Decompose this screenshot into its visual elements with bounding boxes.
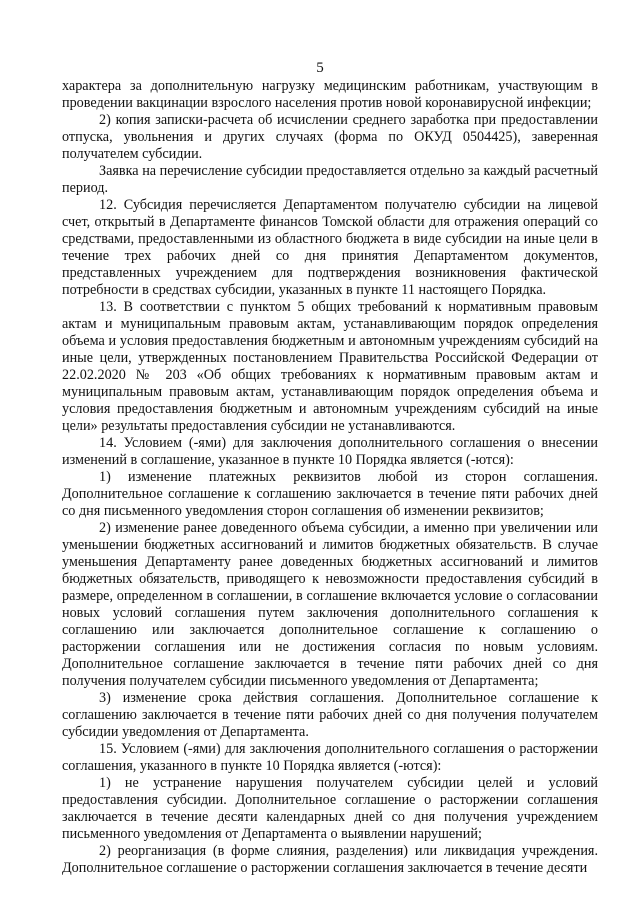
paragraph-14-item-3: 3) изменение срока действия соглашения. Дополнительное соглашение к соглашению заключается в течение пяти рабочих дней со дня получения получателем субсидии уведомления от Департамента.: [62, 690, 598, 740]
paragraph-15-item-2: 2) реорганизация (в форме слияния, разделения) или ликвидация учреждения. Дополнительное соглашение о расторжении соглашения заключается в течение десяти: [62, 843, 598, 876]
paragraph-item-2-calculation-copy: 2) копия записки-расчета об исчислении среднего заработка при предоставлении отпуска, увольнения и других случаях (форма по ОКУД 0504425), заверенная получателем субсидии.: [62, 112, 598, 162]
paragraph-14: 14. Условием (-ями) для заключения дополнительного соглашения о внесении изменений в соглашение, указанное в пункте 10 Порядка является (-ются):: [62, 435, 598, 468]
document-body: [62, 78, 598, 877]
paragraph-12: 12. Субсидия перечисляется Департаментом получателю субсидии на лицевой счет, открытый в Департаменте финансов Томской области для отражения операций со средствами, предоставленными из областного бюджета в виде субсидии на иные цели в течение трех рабочих дней со дня принятия Департаментом документов, представленных учреждением для подтверждения возникновения фактической потребности в средствах субсидии, указанных в пункте 11 настоящего Порядка.: [62, 197, 598, 298]
paragraph-15: 15. Условием (-ями) для заключения дополнительного соглашения о расторжении соглашения, указанного в пункте 10 Порядка является (-ются):: [62, 741, 598, 774]
paragraph-14-item-2: 2) изменение ранее доведенного объема субсидии, а именно при увеличении или уменьшении бюджетных ассигнований и лимитов бюджетных обязательств. В случае уменьшения Департаменту ранее доведенных бюджетных ассигнований и лимитов бюджетных обязательств, приводящего к невозможности предоставления субсидий в размере, определенном в соглашении, в соглашение включается условие о согласовании новых условий соглашения путем заключения дополнительного соглашения к соглашению или заключается дополнительное соглашение к соглашению о расторжении соглашения или не достижения согласия по новым условиям. Дополнительное соглашение заключается в течение пяти рабочих дней со дня получения получателем субсидии письменного уведомления от Департамента;: [62, 520, 598, 689]
paragraph-13: 13. В соответствии с пунктом 5 общих требований к нормативным правовым актам и муниципальным правовым актам, устанавливающим порядок определения объема и условия предоставления бюджетным и автономным учреждениям субсидий на иные цели, утвержденных постановлением Правительства Российской Федерации от 22.02.2020 № 203 «Об общих требованиях к нормативным правовым актам и муниципальным правовым актам, устанавливающим порядок определения объема и условия предоставления бюджетным и автономным учреждениям субсидий на иные цели» результаты предоставления субсидии не устанавливаются.: [62, 299, 598, 434]
paragraph-application-note: Заявка на перечисление субсидии предоставляется отдельно за каждый расчетный период.: [62, 163, 598, 196]
paragraph-15-item-1: 1) не устранение нарушения получателем субсидии целей и условий предоставления субсидии. Дополнительное соглашение о расторжении соглашения заключается в течение десяти календарных дней со дня получения учреждением письменного уведомления от Департамента о выявлении нарушений;: [62, 775, 598, 842]
paragraph-continuation: характера за дополнительную нагрузку медицинским работникам, участвующим в проведении вакцинации взрослого населения против новой коронавирусной инфекции;: [62, 78, 598, 111]
page-number: 5: [316, 60, 324, 76]
paragraph-14-item-1: 1) изменение платежных реквизитов любой из сторон соглашения. Дополнительное соглашение к соглашению заключается в течение пяти рабочих дней со дня письменного уведомления сторон соглашения об изменении реквизитов;: [62, 469, 598, 519]
